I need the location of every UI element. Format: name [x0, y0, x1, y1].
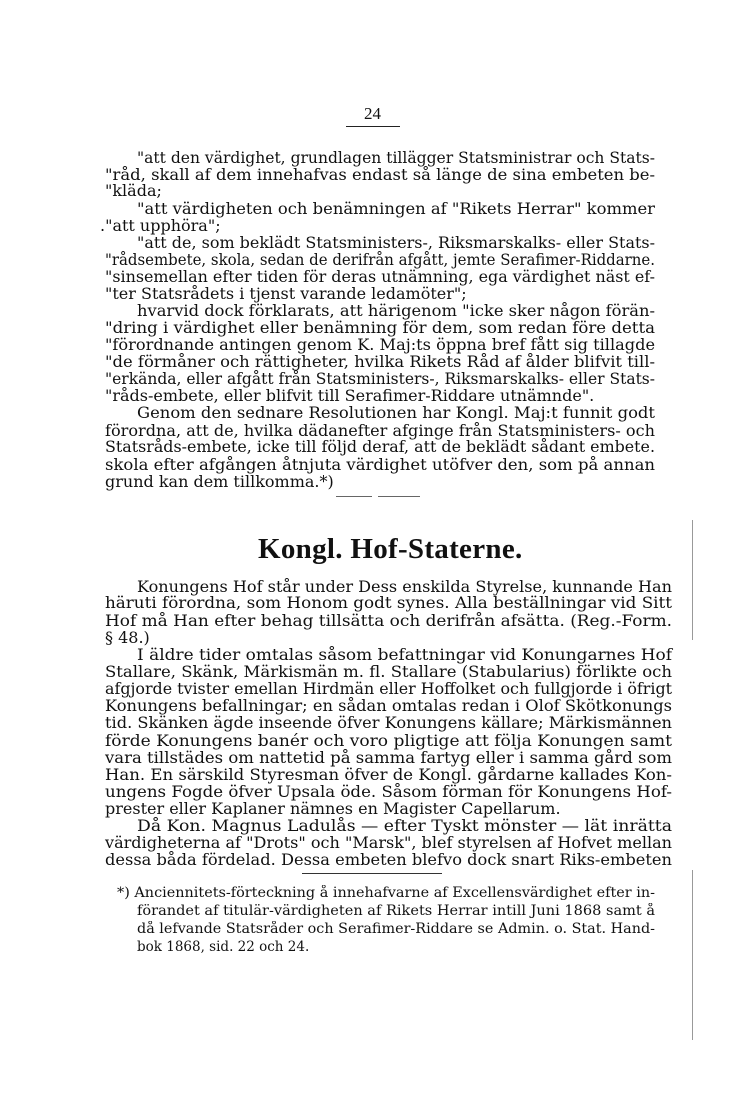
footnote-line: *) Anciennitets-förteckning å innehafvarne af Excellensvärdighet efter in-: [117, 885, 655, 901]
text-line: Genom den sednare Resolutionen har Kongl. Maj:t funnit godt: [137, 403, 655, 422]
text-line: I äldre tider omtalas såsom befattningar vid Konungarnes Hof: [137, 645, 672, 664]
text-line: "de förmåner och rättigheter, hvilka Rikets Råd af ålder blifvit till-: [105, 352, 655, 371]
footnote-rule: [302, 873, 442, 874]
text-line: hvarvid dock förklarats, att härigenom "icke sker någon förän-: [137, 301, 655, 320]
text-line: tid. Skänken ägde inseende öfver Konungens källare; Märkismännen: [105, 713, 672, 732]
text-line: vara tillstädes om nattetid på samma fartyg eller i samma gård som: [105, 748, 672, 767]
text-line: Konungens Hof står under Dess enskilda Styrelse, kunnande Han: [137, 577, 672, 596]
text-line: "att de, som beklädt Statsministers-, Riksmarskalks- eller Stats-: [137, 233, 655, 252]
text-line: dessa båda fördelad. Dessa embeten blefvo dock snart Riks-embeten: [105, 850, 672, 869]
text-line: "rådsembete, skola, sedan de derifrån afgått, jemte Serafimer-Riddarne.: [105, 250, 655, 269]
text-line: ungens Fogde öfver Upsala öde. Såsom förman för Konungens Hof-: [105, 782, 672, 801]
text-line: "kläda;: [105, 181, 162, 200]
text-line: värdigheterna af "Drots" och "Marsk", blef styrelsen af Hofvet mellan: [105, 833, 672, 852]
margin-mark: [692, 520, 693, 640]
page-number: 24: [364, 104, 381, 123]
text-line: Konungens befallningar; en sådan omtalas redan i Olof Skötkonungs: [105, 696, 672, 715]
separator-rule-left: [336, 496, 372, 497]
text-line: Statsråds-embete, icke till följd deraf, att de beklädt sådant embete.: [105, 437, 655, 456]
text-line: förde Konungens banér och voro pligtige att följa Konungen samt: [105, 731, 672, 750]
text-line: § 48.): [105, 628, 150, 647]
text-line: "sinsemellan efter tiden för deras utnämning, ega värdighet näst ef-: [105, 267, 655, 286]
text-line: "erkända, eller afgått från Statsministers-, Riksmarskalks- eller Stats-: [105, 369, 655, 388]
text-line: Han. En särskild Styresman öfver de Kongl. gårdarne kallades Kon-: [105, 765, 672, 784]
text-line: förordna, att de, hvilka dädanefter afginge från Statsministers- och: [105, 421, 655, 440]
text-line: "att värdigheten och benämningen af "Rikets Herrar" kommer: [137, 199, 655, 218]
text-line: häruti förordna, som Honom godt synes. Alla beställningar vid Sitt: [105, 593, 673, 612]
footnote-line: förandet af titulär-värdigheten af Rikets Herrar intill Juni 1868 samt å: [137, 903, 655, 919]
text-line: skola efter afgången åtnjuta värdighet utöfver den, som på annan: [105, 455, 655, 474]
text-line: Då Kon. Magnus Ladulås — efter Tyskt mönster — lät inrätta: [137, 816, 672, 835]
page-number-rule: [346, 126, 400, 127]
text-line: prester eller Kaplaner nämnes en Magister Capellarum.: [105, 799, 561, 818]
text-line: Hof må Han efter behag tillsätta och derifrån afsätta. (Reg.-Form.: [105, 611, 672, 630]
text-line: afgjorde tvister emellan Hirdmän eller Hoffolket och fullgjorde i öfrigt: [105, 679, 672, 698]
text-line: "råds-embete, eller blifvit till Serafimer-Riddare utnämnde".: [105, 386, 595, 405]
footnote-line: bok 1868, sid. 22 och 24.: [137, 939, 310, 955]
section-title: Kongl. Hof-Staterne.: [258, 533, 523, 565]
text-line: grund kan dem tillkomma.*): [105, 472, 334, 491]
text-line: "förordnande antingen genom K. Maj:ts öppna bref fått sig tillagde: [105, 335, 655, 354]
text-line: "ter Statsrådets i tjenst varande ledamöter";: [105, 284, 467, 303]
text-line: Stallare, Skänk, Märkismän m. fl. Stallare (Stabularius) förlikte och: [105, 662, 672, 681]
text-line: "råd, skall af dem innehafvas endast så länge de sina embeten be-: [105, 165, 655, 184]
text-line: "att den värdighet, grundlagen tillägger Statsministrar och Stats-: [137, 148, 655, 167]
margin-mark: [692, 870, 693, 1040]
text-line: ."att upphöra";: [100, 216, 221, 235]
separator-rule-right: [378, 496, 420, 497]
text-line: "dring i värdighet eller benämning för dem, som redan före detta: [105, 318, 655, 337]
footnote-line: då lefvande Statsråder och Serafimer-Riddare se Admin. o. Stat. Hand-: [137, 921, 655, 937]
